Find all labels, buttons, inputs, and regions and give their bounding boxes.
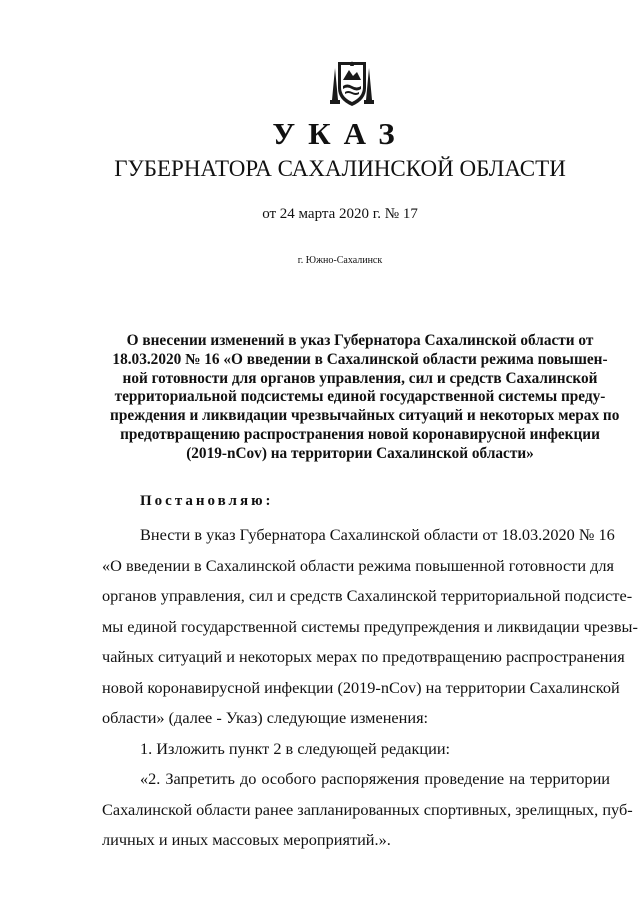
body-line: Внести в указ Губернатора Сахалинской области от 18.03.2020 № 16 [140,525,615,544]
decree-heading [110,332,620,464]
decree-body [102,520,638,856]
document-subtitle: ГУБЕРНАТОРА САХАЛИНСКОЙ ОБЛАСТИ [114,156,566,181]
heading-line: ной готовности для органов управления, сил и средств Сахалинской [122,369,598,387]
heading-line: О внесении изменений в указ Губернатора Сахалинской области от [126,332,594,349]
document-title: УКАЗ [272,116,408,151]
body-line: чайных ситуаций и некоторых мерах по предотвращению распространения [102,647,625,666]
body-line: «О введении в Сахалинской области режима повышенной готовности для [102,555,615,575]
body-line: области» (далее - Указ) следующие изменения: [102,708,429,727]
body-line: «2. Запретить до особого распоряжения проведение на территории [140,769,610,788]
body-line: мы единой государственной системы предупреждения и ликвидации чрезвы- [102,616,638,636]
body-line: Сахалинской области ранее запланированных спортивных, зрелищных, пуб- [102,799,633,819]
heading-line: территориальной подсистемы единой государственной системы преду- [114,388,606,406]
body-line: личных и иных массовых мероприятий.». [102,830,391,849]
heading-line: 18.03.2020 № 16 «О введении в Сахалинской области режима повышен- [112,350,608,368]
decree-word: Постановляю: [140,493,274,509]
heading-line: преждения и ликвидации чрезвычайных ситуаций и некоторых мерах по [110,407,620,425]
heading-line: (2019-nCov) на территории Сахалинской области» [186,444,534,462]
body-line: 1. Изложить пункт 2 в следующей редакции: [140,738,451,758]
heading-line: предотвращению распространения новой коронавирусной инфекции [120,425,600,443]
body-line: органов управления, сил и средств Сахалинской территориальной подсисте- [102,586,633,605]
coat-of-arms-icon [326,58,378,108]
decree-date-number: от 24 марта 2020 г. № 17 [262,206,418,222]
body-line: новой коронавирусной инфекции (2019-nCov) на территории Сахалинской [102,677,620,697]
decree-place: г. Южно-Сахалинск [297,255,383,266]
